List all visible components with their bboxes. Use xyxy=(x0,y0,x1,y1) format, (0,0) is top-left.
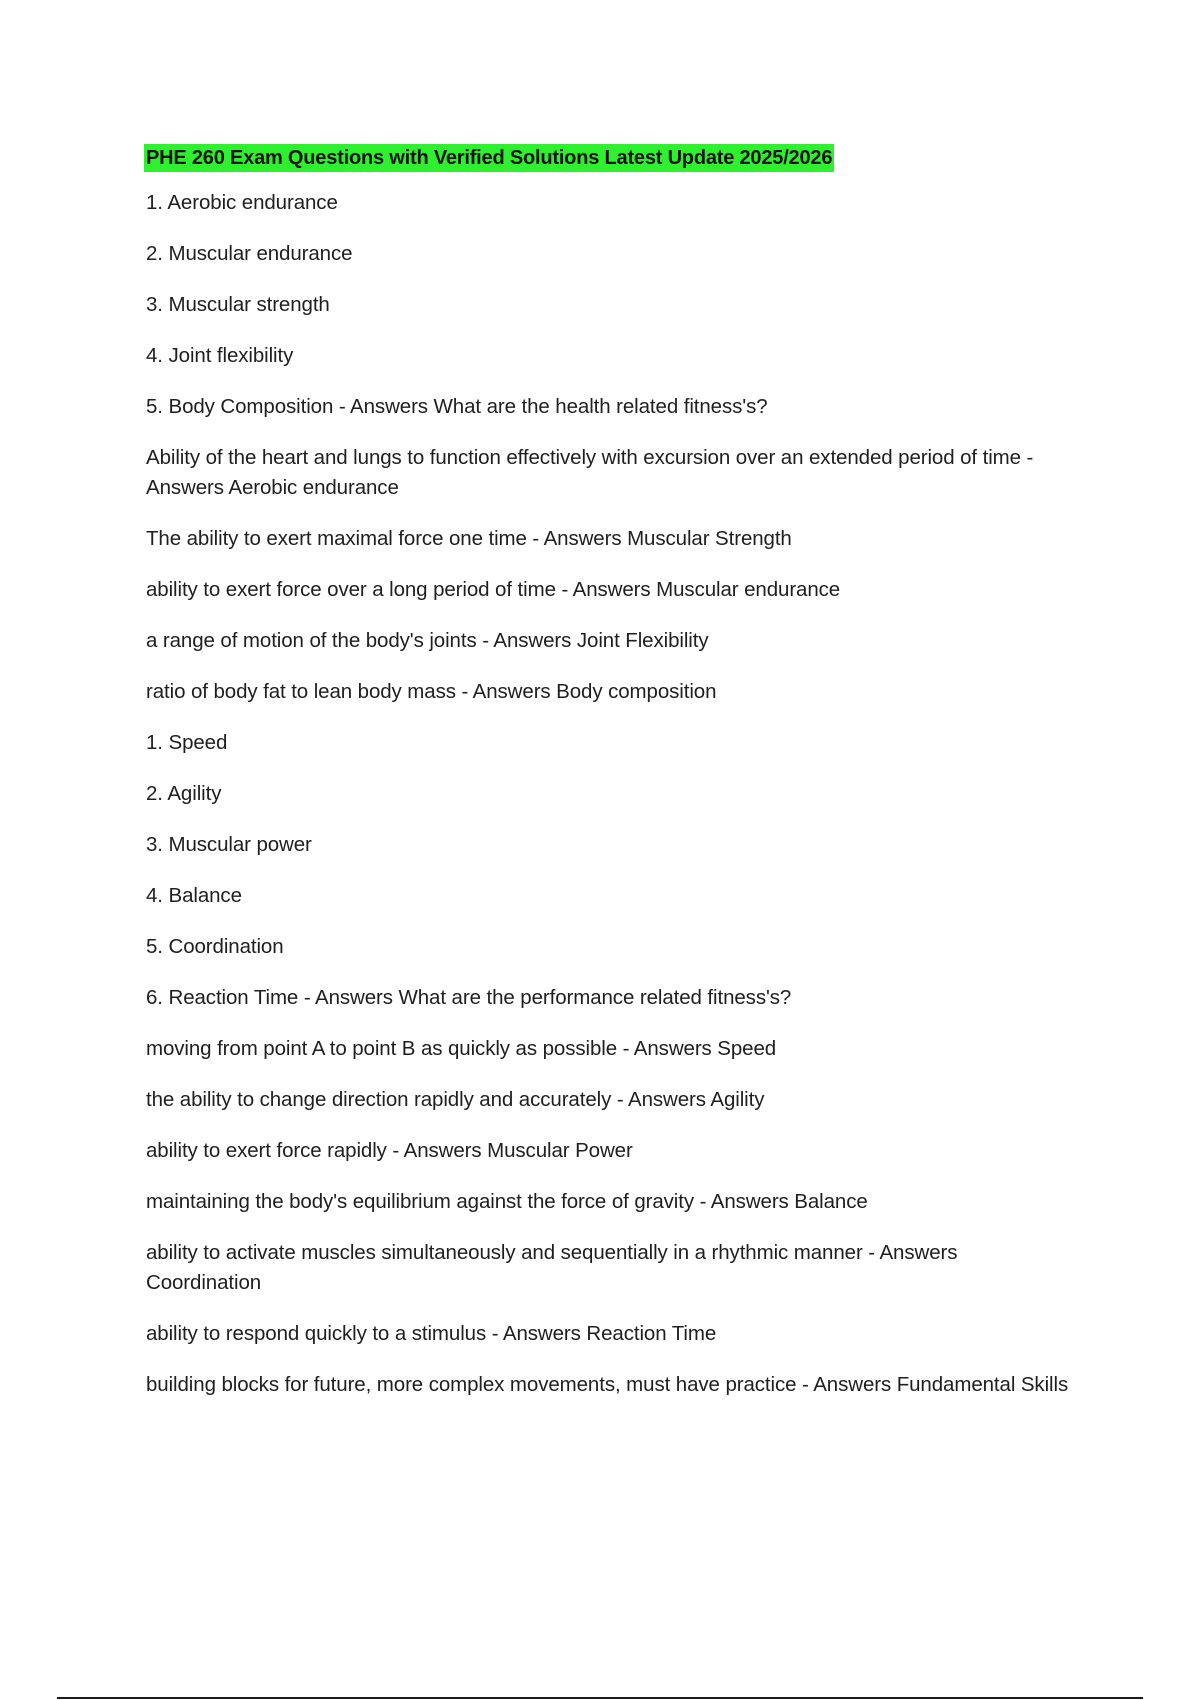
paragraph: 3. Muscular strength xyxy=(146,293,330,316)
paragraph: a range of motion of the body's joints - Answers Joint Flexibility xyxy=(146,629,709,652)
paragraph: Ability of the heart and lungs to function effectively with excursion over an extended period of time - Answers Aerobic endurance xyxy=(146,446,1034,499)
paragraph: ability to activate muscles simultaneously and sequentially in a rhythmic manner - Answers Coordination xyxy=(146,1241,958,1294)
paragraph: 2. Muscular endurance xyxy=(146,242,353,265)
paragraph: the ability to change direction rapidly and accurately - Answers Agility xyxy=(146,1088,765,1111)
paragraph: ability to exert force over a long period of time - Answers Muscular endurance xyxy=(146,578,841,601)
paragraph: 3. Muscular power xyxy=(146,833,312,856)
footer-divider xyxy=(57,1697,1143,1699)
paragraph: 4. Joint flexibility xyxy=(146,344,294,367)
paragraph: 5. Coordination xyxy=(146,935,284,958)
paragraph: maintaining the body's equilibrium against the force of gravity - Answers Balance xyxy=(146,1190,868,1213)
document-page xyxy=(146,144,1076,1421)
paragraph: ability to exert force rapidly - Answers Muscular Power xyxy=(146,1139,633,1162)
paragraph: 5. Body Composition - Answers What are the health related fitness's? xyxy=(146,395,768,418)
paragraph: 4. Balance xyxy=(146,884,242,907)
paragraph: The ability to exert maximal force one time - Answers Muscular Strength xyxy=(146,527,792,550)
paragraph: 1. Speed xyxy=(146,731,228,754)
paragraph: ratio of body fat to lean body mass - Answers Body composition xyxy=(146,680,717,703)
document-title: PHE 260 Exam Questions with Verified Solutions Latest Update 2025/2026 xyxy=(144,144,834,172)
paragraph: 2. Agility xyxy=(146,782,222,805)
paragraph: ability to respond quickly to a stimulus - Answers Reaction Time xyxy=(146,1322,717,1345)
paragraph: building blocks for future, more complex movements, must have practice - Answers Fundamental Skills xyxy=(146,1373,1069,1396)
paragraph: 6. Reaction Time - Answers What are the performance related fitness's? xyxy=(146,986,792,1009)
paragraph: 1. Aerobic endurance xyxy=(146,191,338,214)
paragraph: moving from point A to point B as quickly as possible - Answers Speed xyxy=(146,1037,777,1060)
